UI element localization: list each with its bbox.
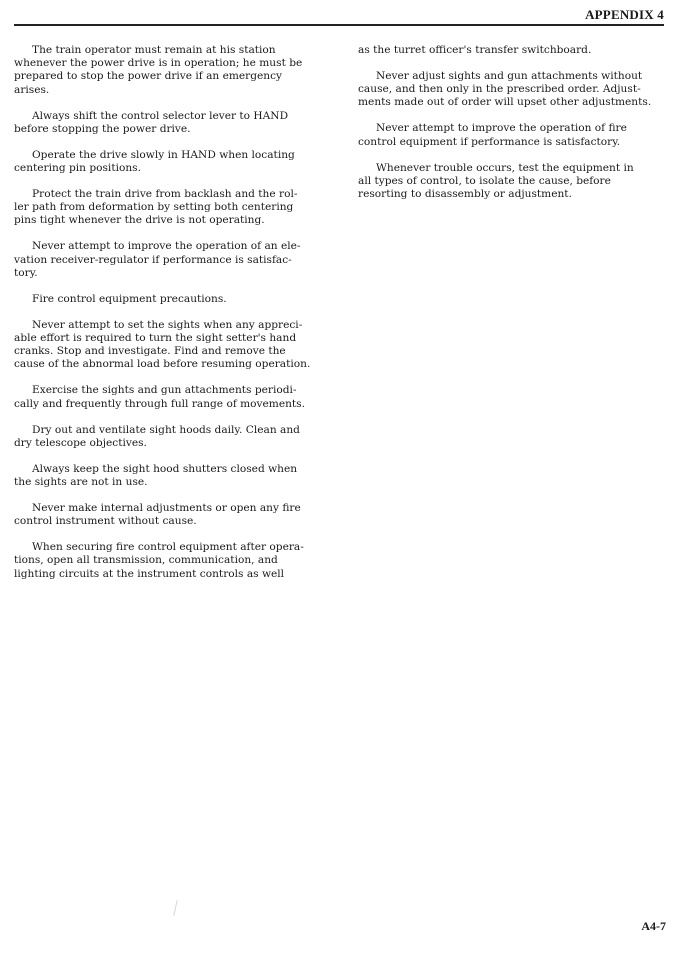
right-column [358,44,672,214]
paragraph-train-operator: The train operator must remain at his station whenever the power drive is in operation; he must be prepared to stop the power drive if an emergency arises. [14,44,303,96]
paragraph-shift-selector: Always shift the control selector lever to HAND before stopping the power drive. [14,109,289,135]
paragraph-hood-shutters: Always keep the sight hood shutters closed when the sights are not in use. [14,462,298,489]
header-rule [14,24,664,26]
paragraph-set-sights: Never attempt to set the sights when any appreci- able effort is required to turn the sight setter's hand cranks. Stop and investigate. Find and remove the cause of the abnormal load before resuming operation. [14,318,311,371]
paragraph-exercise-sights: Exercise the sights and gun attachments periodi- cally and frequently through full range of movements. [14,384,305,410]
paragraph-securing-equipment: When securing fire control equipment after opera- tions, open all transmission, communication, and lighting circuits at the instrument controls as well [14,541,304,580]
paragraph-internal-adjustments: Never make internal adjustments or open any fire control instrument without cause. [14,502,301,528]
paragraph-continuation: as the turret officer's transfer switchboard. [358,44,592,56]
paragraph-improve-fire-control: Never attempt to improve the operation of fire control equipment if performance is satisfactory. [358,122,627,148]
left-column [14,44,334,594]
scan-speck [173,900,178,916]
paragraph-elevation-regulator: Never attempt to improve the operation of an ele- vation receiver-regulator if performance is satisfac- tory. [14,240,301,279]
paragraph-adjust-sights: Never adjust sights and gun attachments without cause, and then only in the prescribed order. Adjust- ments made out of order will upset other adjustments. [358,70,652,109]
page-number: A4-7 [641,919,666,933]
paragraph-trouble-occurs: Whenever trouble occurs, test the equipment in all types of control, to isolate the cause, before resorting to disassembly or adjustment. [358,161,634,201]
paragraph-fire-control-heading: Fire control equipment precautions. [32,292,227,305]
paragraph-operate-slowly: Operate the drive slowly in HAND when locating centering pin positions. [14,148,295,175]
paragraph-protect-train-drive: Protect the train drive from backlash and the rol- ler path from deformation by setting both centering pins tight whenever the drive is not operating. [14,188,298,227]
paragraph-sight-hoods: Dry out and ventilate sight hoods daily. Clean and dry telescope objectives. [14,423,300,449]
appendix-label: APPENDIX 4 [585,7,664,22]
